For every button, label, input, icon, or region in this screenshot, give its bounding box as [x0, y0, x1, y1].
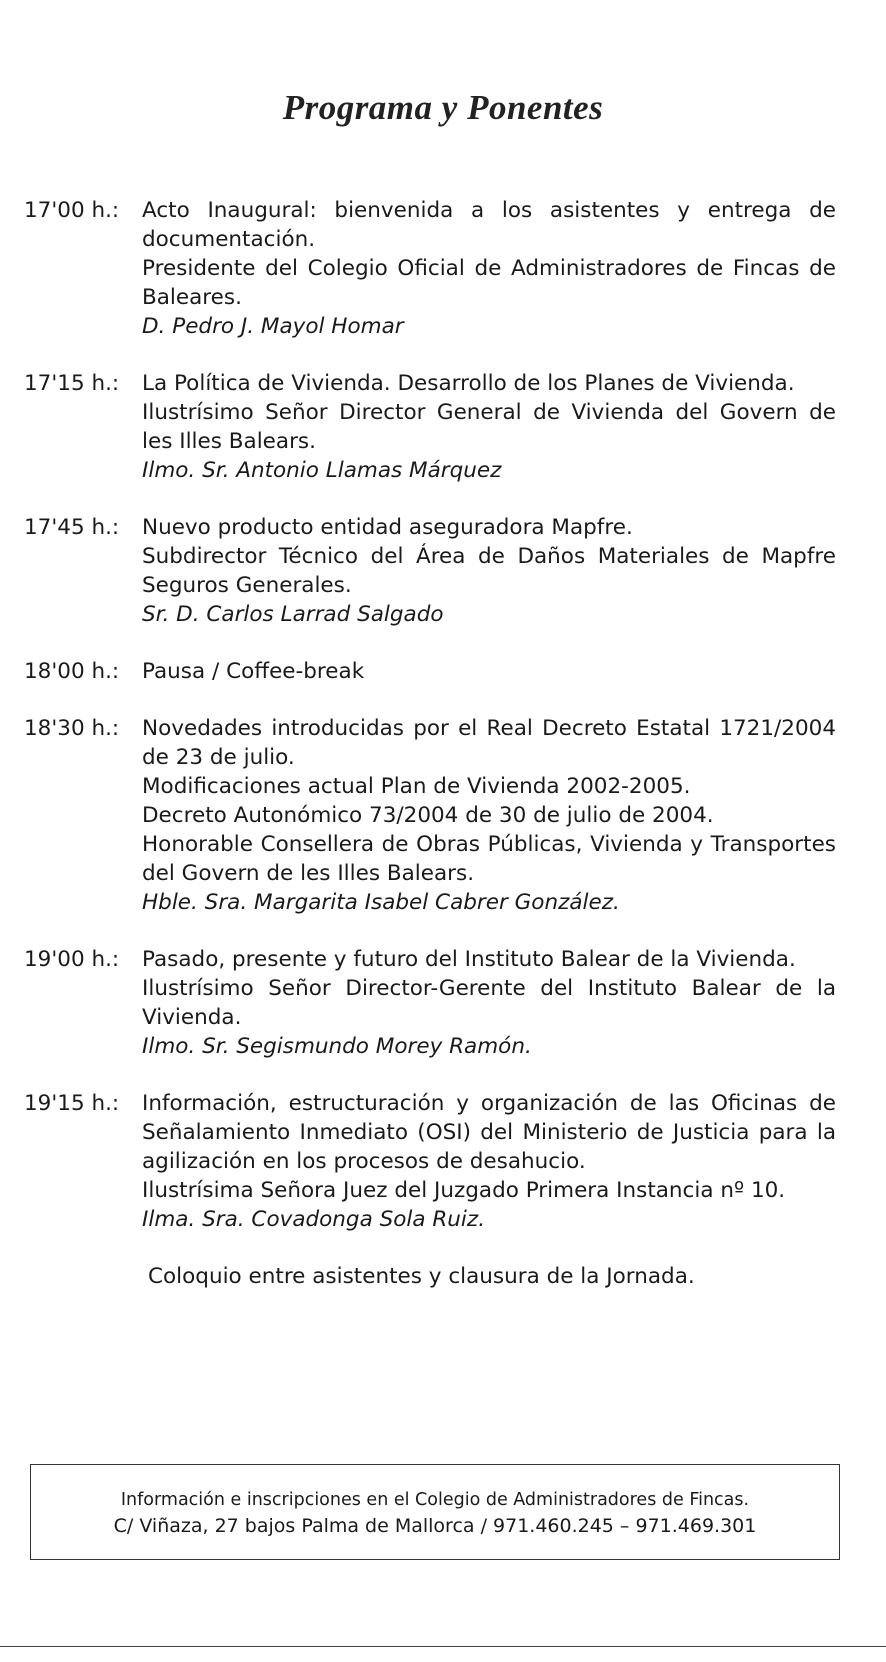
- entry-body: [142, 714, 836, 917]
- entry-topic: Pasado, presente y futuro del Instituto Balear de la Vivienda.: [142, 947, 796, 972]
- program-entry: [24, 369, 836, 485]
- entry-time: 19'15 h.:: [24, 1091, 120, 1116]
- entry-role: Ilustrísimo Señor Director-Gerente del Instituto Balear de la Vivienda.: [142, 976, 836, 1030]
- entry-speaker: Ilmo. Sr. Antonio Llamas Márquez: [142, 458, 502, 483]
- entry-topic: La Política de Vivienda. Desarrollo de los Planes de Vivienda.: [142, 371, 795, 396]
- entry-body: [142, 369, 836, 485]
- program-entry: [24, 657, 836, 686]
- closing-text: Coloquio entre asistentes y clausura de la Jornada.: [148, 1264, 695, 1289]
- entry-role: Subdirector Técnico del Área de Daños Materiales de Mapfre Seguros Generales.: [142, 544, 836, 598]
- entry-role: Honorable Consellera de Obras Públicas, Vivienda y Transportes del Govern de les Illes Balears.: [142, 832, 836, 886]
- entry-role: Presidente del Colegio Oficial de Administradores de Fincas de Baleares.: [142, 256, 836, 310]
- bottom-divider: [0, 1646, 886, 1647]
- entry-body: [142, 196, 836, 341]
- program-entry: [24, 1089, 836, 1234]
- entry-speaker: Hble. Sra. Margarita Isabel Cabrer González.: [142, 890, 620, 915]
- entry-role: Ilustrísimo Señor Director General de Vivienda del Govern de les Illes Balears.: [142, 400, 836, 454]
- entry-time: 17'45 h.:: [24, 515, 120, 540]
- entry-body: [142, 513, 836, 629]
- entry-speaker: Ilma. Sra. Covadonga Sola Ruiz.: [142, 1207, 486, 1232]
- program-entry: [24, 945, 836, 1061]
- entry-body: [142, 945, 836, 1061]
- entry-role: Ilustrísima Señora Juez del Juzgado Primera Instancia nº 10.: [142, 1178, 786, 1203]
- program-entry: [24, 513, 836, 629]
- entry-speaker: Sr. D. Carlos Larrad Salgado: [142, 602, 444, 627]
- entry-topic: Novedades introducidas por el Real Decreto Estatal 1721/2004 de 23 de julio.: [142, 716, 836, 770]
- entry-topic: Decreto Autonómico 73/2004 de 30 de julio de 2004.: [142, 803, 714, 828]
- entry-speaker: D. Pedro J. Mayol Homar: [142, 314, 404, 339]
- entry-topic: Nuevo producto entidad aseguradora Mapfre.: [142, 515, 633, 540]
- info-box: [30, 1464, 840, 1560]
- program-entry: [24, 714, 836, 917]
- entry-body: [142, 657, 836, 686]
- info-line-registration: Información e inscripciones en el Colegio de Administradores de Fincas.: [120, 1490, 750, 1510]
- program-list: [24, 196, 836, 1291]
- entry-time: 18'30 h.:: [24, 716, 120, 741]
- entry-body: [142, 1089, 836, 1234]
- entry-topic: Información, estructuración y organización de las Oficinas de Señalamiento Inmediato (OSI) del Ministerio de Justicia para la agilización en los procesos de desahucio.: [142, 1091, 836, 1174]
- info-line-address: C/ Viñaza, 27 bajos Palma de Mallorca / 971.460.245 – 971.469.301: [113, 1515, 757, 1537]
- entry-topic: Modificaciones actual Plan de Vivienda 2002-2005.: [142, 774, 691, 799]
- page-title: Programa y Ponentes: [282, 88, 604, 127]
- entry-time: 17'00 h.:: [24, 198, 120, 223]
- entry-topic: Acto Inaugural: bienvenida a los asistentes y entrega de documentación.: [142, 198, 836, 252]
- entry-topic: Pausa / Coffee-break: [142, 659, 365, 684]
- entry-time: 17'15 h.:: [24, 371, 120, 396]
- entry-time: 18'00 h.:: [24, 659, 120, 684]
- entry-speaker: Ilmo. Sr. Segismundo Morey Ramón.: [142, 1034, 532, 1059]
- program-entry: [24, 196, 836, 341]
- entry-time: 19'00 h.:: [24, 947, 120, 972]
